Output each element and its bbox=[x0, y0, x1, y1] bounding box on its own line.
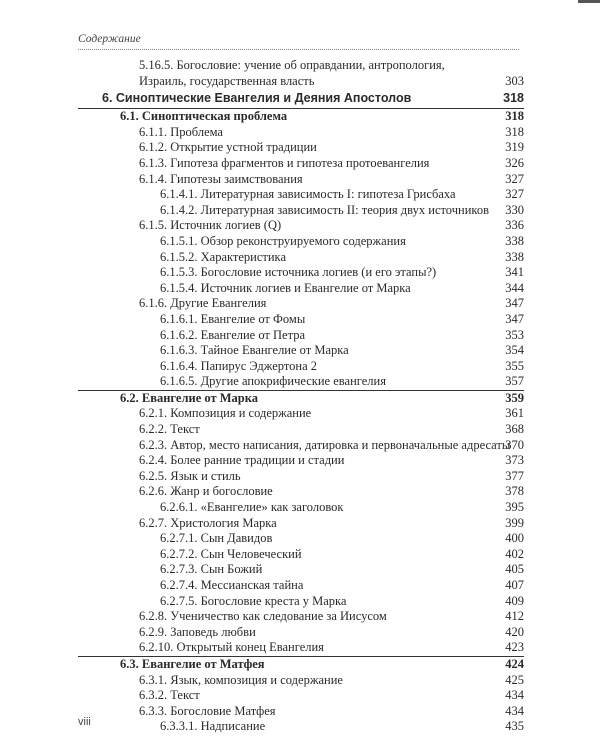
toc-subentry[interactable] bbox=[78, 562, 524, 578]
toc-entry-page: 347 bbox=[505, 296, 524, 311]
toc-entry-page: 357 bbox=[505, 374, 524, 389]
toc-subentry[interactable] bbox=[78, 203, 524, 219]
toc-subentry[interactable] bbox=[78, 343, 524, 359]
toc-entry-page: 341 bbox=[505, 265, 524, 280]
toc-entry-title: 6.1.6.5. Другие апокрифические евангелия bbox=[160, 374, 386, 389]
toc-entry-page: 359 bbox=[505, 390, 524, 405]
toc-entry-title: 6.2.10. Открытый конец Евангелия bbox=[139, 640, 324, 655]
toc-entry-page: 412 bbox=[505, 609, 524, 624]
toc-entry[interactable] bbox=[78, 704, 524, 720]
toc-entry-page: 318 bbox=[505, 124, 524, 139]
toc-entry-page: 400 bbox=[505, 531, 524, 546]
toc-entry-title: 6.1.5.3. Богословие источника логиев (и его этапы?) bbox=[160, 265, 437, 280]
toc-subentry[interactable] bbox=[78, 500, 524, 516]
toc-entry-title: 6.2.7.1. Сын Давидов bbox=[160, 531, 273, 546]
toc-entry-title: 6.1. Синоптическая проблема bbox=[120, 109, 288, 124]
toc-chapter[interactable] bbox=[78, 89, 524, 108]
toc-entry-title: 6.2.7.4. Мессианская тайна bbox=[160, 578, 304, 592]
toc-entry-page: 402 bbox=[505, 546, 524, 561]
scan-corner-mark bbox=[578, 0, 600, 3]
toc-entry-title: 6.1.6.4. Папирус Эджертона 2 bbox=[160, 358, 317, 373]
toc-entry-title: 6.2.4. Более ранние традиции и стадии bbox=[139, 453, 345, 468]
toc-entry[interactable] bbox=[78, 156, 524, 172]
toc-entry-page: 330 bbox=[505, 202, 524, 217]
toc-entry-page: 327 bbox=[505, 187, 524, 202]
toc-entry-title: 6.3.3.1. Надписание bbox=[160, 719, 266, 734]
toc-entry[interactable] bbox=[78, 140, 524, 156]
toc-entry-title: 6.1.6.3. Тайное Евангелие от Марка bbox=[160, 343, 349, 358]
toc-entry[interactable] bbox=[78, 172, 524, 188]
toc-entry-page: 327 bbox=[505, 171, 524, 186]
toc-entry-page: 405 bbox=[505, 562, 524, 577]
toc-subentry[interactable] bbox=[78, 234, 524, 250]
toc-entry-title: 6.1.1. Проблема bbox=[139, 124, 223, 139]
toc-entry-page: 423 bbox=[505, 640, 524, 655]
toc-entry-title: 6.2.8. Ученичество как следование за Иисусом bbox=[139, 609, 387, 624]
toc-entry-title: 6.2.7.2. Сын Человеческий bbox=[160, 546, 302, 561]
toc-entry-page: 344 bbox=[505, 280, 524, 295]
toc-entry-title: 6.1.6.1. Евангелие от Фомы bbox=[160, 311, 306, 326]
toc-entry-page: 378 bbox=[505, 484, 524, 499]
toc-entry-page: 420 bbox=[505, 624, 524, 639]
toc-entry-title: 6.2.9. Заповедь любви bbox=[139, 624, 256, 639]
toc-entry[interactable] bbox=[78, 406, 524, 422]
toc-subentry[interactable] bbox=[78, 359, 524, 375]
toc-entry-page: 336 bbox=[505, 218, 524, 233]
toc-entry-page: 368 bbox=[505, 422, 524, 437]
toc-entry-page: 353 bbox=[505, 327, 524, 342]
running-header: Содержание bbox=[78, 33, 141, 45]
toc-entry[interactable] bbox=[78, 484, 524, 500]
toc-entry-title: 6.2.2. Текст bbox=[139, 422, 200, 437]
toc-entry-page: 399 bbox=[505, 515, 524, 530]
toc-entry-page: 318 bbox=[505, 109, 524, 124]
toc-entry-title: 6.2.3. Автор, место написания, датировка и первоначальные адресаты bbox=[139, 437, 511, 452]
toc-entry-page: 370 bbox=[505, 437, 524, 452]
toc-subentry[interactable] bbox=[78, 265, 524, 281]
toc-entry-page: 355 bbox=[505, 358, 524, 373]
toc-entry-page: 395 bbox=[505, 500, 524, 515]
toc-entry-page: 347 bbox=[505, 311, 524, 326]
toc-entry-page: 409 bbox=[505, 593, 524, 608]
toc-entry-page: 318 bbox=[503, 91, 524, 106]
toc-subentry[interactable] bbox=[78, 594, 524, 610]
toc-entry-page: 434 bbox=[505, 688, 524, 703]
toc-entry-title: 6.1.5.4. Источник логиев и Евангелие от Марка bbox=[160, 280, 411, 295]
toc-entry-title: 5.16.5. Богословие: учение об оправдании, антропология, Израиль, государственная власть bbox=[139, 58, 445, 88]
toc-entry-title: 6.2.6.1. «Евангелие» как заголовок bbox=[160, 500, 344, 515]
toc-entry[interactable] bbox=[78, 58, 524, 89]
toc-entry[interactable] bbox=[78, 218, 524, 234]
toc-entry[interactable] bbox=[78, 609, 524, 625]
toc-entry-title: 6.2.7. Христология Марка bbox=[139, 515, 277, 530]
toc-entry-page: 377 bbox=[505, 468, 524, 483]
toc-entry-page: 354 bbox=[505, 343, 524, 358]
toc-subentry[interactable] bbox=[78, 719, 524, 735]
toc-entry-title: 6.1.6. Другие Евангелия bbox=[139, 296, 267, 311]
toc-entry[interactable] bbox=[78, 625, 524, 641]
toc-subentry[interactable] bbox=[78, 250, 524, 266]
toc-entry-title: 6.1.4.1. Литературная зависимость I: гипотеза Грисбаха bbox=[160, 187, 456, 202]
toc-entry-page: 338 bbox=[505, 249, 524, 264]
toc-entry-title: 6.1.2. Открытие устной традиции bbox=[139, 140, 317, 155]
toc-entry[interactable] bbox=[78, 296, 524, 312]
toc-entry-title: 6.1.5. Источник логиев (Q) bbox=[139, 218, 282, 233]
toc-entry-page: 407 bbox=[505, 578, 524, 592]
toc-entry[interactable] bbox=[78, 640, 524, 656]
toc-entry-page: 434 bbox=[505, 703, 524, 718]
toc-entry-title: 6.3. Евангелие от Матфея bbox=[120, 656, 265, 671]
header-rule bbox=[78, 49, 519, 50]
toc-subentry[interactable] bbox=[78, 312, 524, 328]
toc-entry-title: 6.1.5.1. Обзор реконструируемого содержания bbox=[160, 233, 406, 248]
table-of-contents bbox=[78, 58, 524, 735]
toc-entry-title: 6.2.1. Композиция и содержание bbox=[139, 406, 312, 421]
toc-entry-title: 6.2.7.5. Богословие креста у Марка bbox=[160, 593, 347, 608]
toc-entry[interactable] bbox=[78, 673, 524, 689]
toc-entry-page: 425 bbox=[505, 672, 524, 687]
page-number: viii bbox=[78, 716, 91, 728]
toc-entry-title: 6.3.3. Богословие Матфея bbox=[139, 703, 276, 718]
toc-entry[interactable] bbox=[78, 516, 524, 532]
toc-entry-title: 6.3.2. Текст bbox=[139, 688, 200, 703]
toc-entry-page: 319 bbox=[505, 140, 524, 155]
toc-section[interactable] bbox=[78, 656, 524, 673]
toc-entry-title: 6.2.5. Язык и стиль bbox=[139, 468, 241, 483]
toc-entry[interactable] bbox=[78, 469, 524, 485]
toc-subentry[interactable] bbox=[78, 328, 524, 344]
toc-entry-title: 6.1.5.2. Характеристика bbox=[160, 249, 286, 264]
toc-entry[interactable] bbox=[78, 422, 524, 438]
toc-section[interactable] bbox=[78, 390, 524, 407]
toc-entry-title: 6.2. Евангелие от Марка bbox=[120, 390, 258, 405]
toc-entry-page: 373 bbox=[505, 453, 524, 468]
toc-subentry[interactable] bbox=[78, 578, 524, 594]
toc-entry-title: 6.1.3. Гипотеза фрагментов и гипотеза протоевангелия bbox=[139, 155, 430, 170]
toc-entry-title: 6.1.4.2. Литературная зависимость II: теория двух источников bbox=[160, 202, 489, 217]
toc-entry-title: 6. Синоптические Евангелия и Деяния Апостолов bbox=[102, 91, 412, 106]
toc-entry-title: 6.1.4. Гипотезы заимствования bbox=[139, 171, 303, 186]
toc-entry[interactable] bbox=[78, 438, 524, 454]
toc-subentry[interactable] bbox=[78, 531, 524, 547]
toc-entry-page: 435 bbox=[505, 719, 524, 734]
toc-entry-page: 303 bbox=[505, 73, 524, 88]
toc-entry-page: 424 bbox=[505, 656, 524, 671]
toc-entry-title: 6.2.7.3. Сын Божий bbox=[160, 562, 263, 577]
toc-subentry[interactable] bbox=[78, 187, 524, 203]
toc-subentry[interactable] bbox=[78, 374, 524, 390]
toc-entry-title: 6.2.6. Жанр и богословие bbox=[139, 484, 273, 499]
toc-entry[interactable] bbox=[78, 125, 524, 141]
toc-entry-title: 6.1.6.2. Евангелие от Петра bbox=[160, 327, 306, 342]
toc-entry[interactable] bbox=[78, 453, 524, 469]
toc-subentry[interactable] bbox=[78, 281, 524, 297]
toc-subentry[interactable] bbox=[78, 547, 524, 563]
toc-entry[interactable] bbox=[78, 688, 524, 704]
toc-section[interactable] bbox=[78, 108, 524, 125]
toc-entry-title: 6.3.1. Язык, композиция и содержание bbox=[139, 672, 343, 687]
toc-entry-page: 338 bbox=[505, 233, 524, 248]
toc-entry-page: 326 bbox=[505, 155, 524, 170]
toc-entry-page: 361 bbox=[505, 406, 524, 421]
